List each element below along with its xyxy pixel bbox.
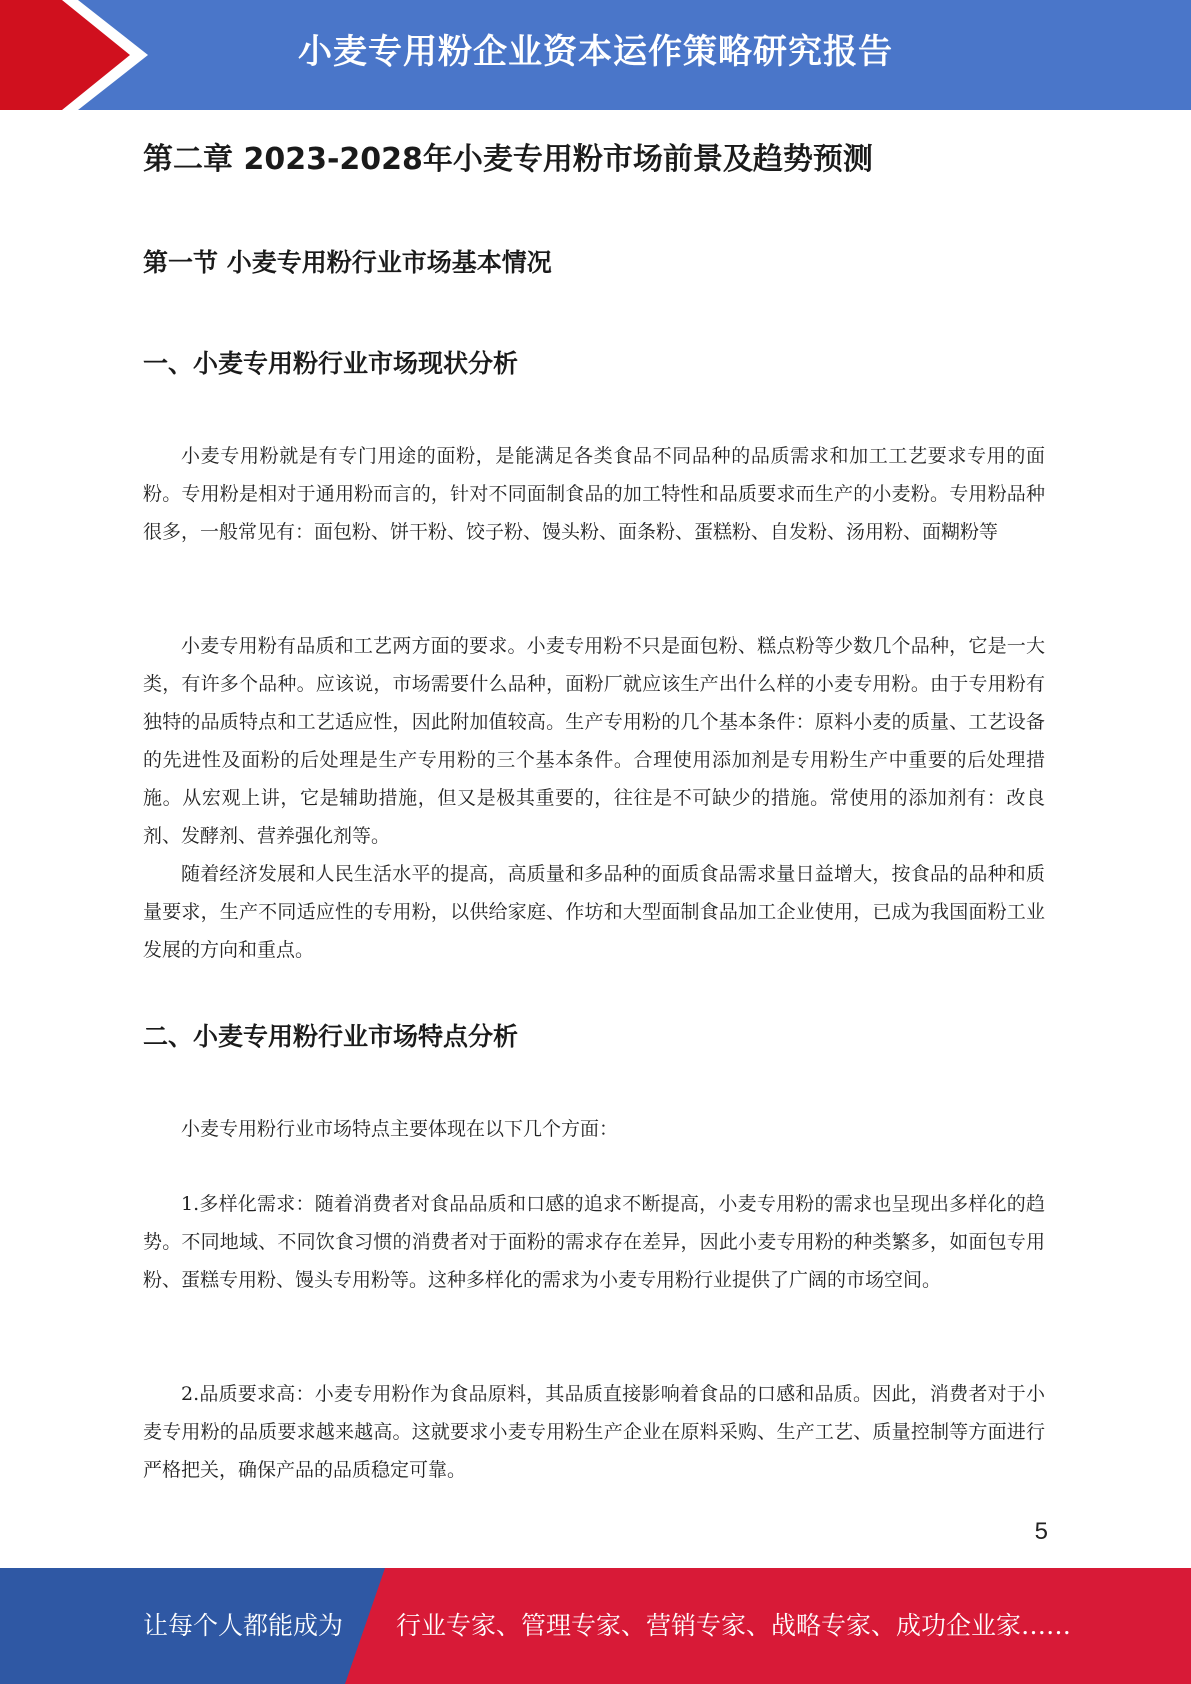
section-title: 第一节 小麦专用粉行业市场基本情况	[143, 248, 552, 277]
page-header	[0, 0, 1191, 110]
paragraph: 随着经济发展和人民生活水平的提高，高质量和多品种的面质食品需求量日益增大，按食品的品种和质量要求，生产不同适应性的专用粉，以供给家庭、作坊和大型面制食品加工企业使用，已成为我国面粉工业发展的方向和重点。	[143, 863, 1045, 961]
page-number: 5	[1034, 1518, 1048, 1545]
subsection-title: 一、小麦专用粉行业市场现状分析	[143, 349, 519, 378]
page-footer	[0, 1568, 1191, 1684]
footer-slogan-left: 让每个人都能成为	[143, 1611, 344, 1640]
paragraph: 1.多样化需求：随着消费者对食品品质和口感的追求不断提高，小麦专用粉的需求也呈现出多样化的趋势。不同地域、不同饮食习惯的消费者对于面粉的需求存在差异，因此小麦专用粉的种类繁多，如面包专用粉、蛋糕专用粉、馒头专用粉等。这种多样化的需求为小麦专用粉行业提供了广阔的市场空间。	[143, 1193, 1045, 1291]
paragraph: 小麦专用粉行业市场特点主要体现在以下几个方面：	[181, 1118, 619, 1140]
footer-slogan-right: 行业专家、管理专家、营销专家、战略专家、成功企业家……	[396, 1611, 1072, 1640]
chapter-title: 第二章 2023-2028年小麦专用粉市场前景及趋势预测	[143, 142, 873, 177]
report-title: 小麦专用粉企业资本运作策略研究报告	[298, 32, 893, 72]
paragraph: 小麦专用粉有品质和工艺两方面的要求。小麦专用粉不只是面包粉、糕点粉等少数几个品种，它是一大类，有许多个品种。应该说，市场需要什么品种，面粉厂就应该生产出什么样的小麦专用粉。由于专用粉有独特的品质特点和工艺适应性，因此附加值较高。生产专用粉的几个基本条件：原料小麦的质量、工艺设备的先进性及面粉的后处理是生产专用粉的三个基本条件。合理使用添加剂是专用粉生产中重要的后处理措施。从宏观上讲，它是辅助措施，但又是极其重要的，往往是不可缺少的措施。常使用的添加剂有：改良剂、发酵剂、营养强化剂等。	[143, 635, 1045, 847]
paragraph: 小麦专用粉就是有专门用途的面粉，是能满足各类食品不同品种的品质需求和加工工艺要求专用的面粉。专用粉是相对于通用粉而言的，针对不同面制食品的加工特性和品质要求而生产的小麦粉。专用粉品种很多，一般常见有：面包粉、饼干粉、饺子粉、馒头粉、面条粉、蛋糕粉、自发粉、汤用粉、面糊粉等	[143, 445, 1045, 543]
paragraph: 2.品质要求高：小麦专用粉作为食品原料，其品质直接影响着食品的口感和品质。因此，消费者对于小麦专用粉的品质要求越来越高。这就要求小麦专用粉生产企业在原料采购、生产工艺、质量控制等方面进行严格把关，确保产品的品质稳定可靠。	[143, 1383, 1045, 1481]
subsection-title: 二、小麦专用粉行业市场特点分析	[143, 1022, 519, 1051]
